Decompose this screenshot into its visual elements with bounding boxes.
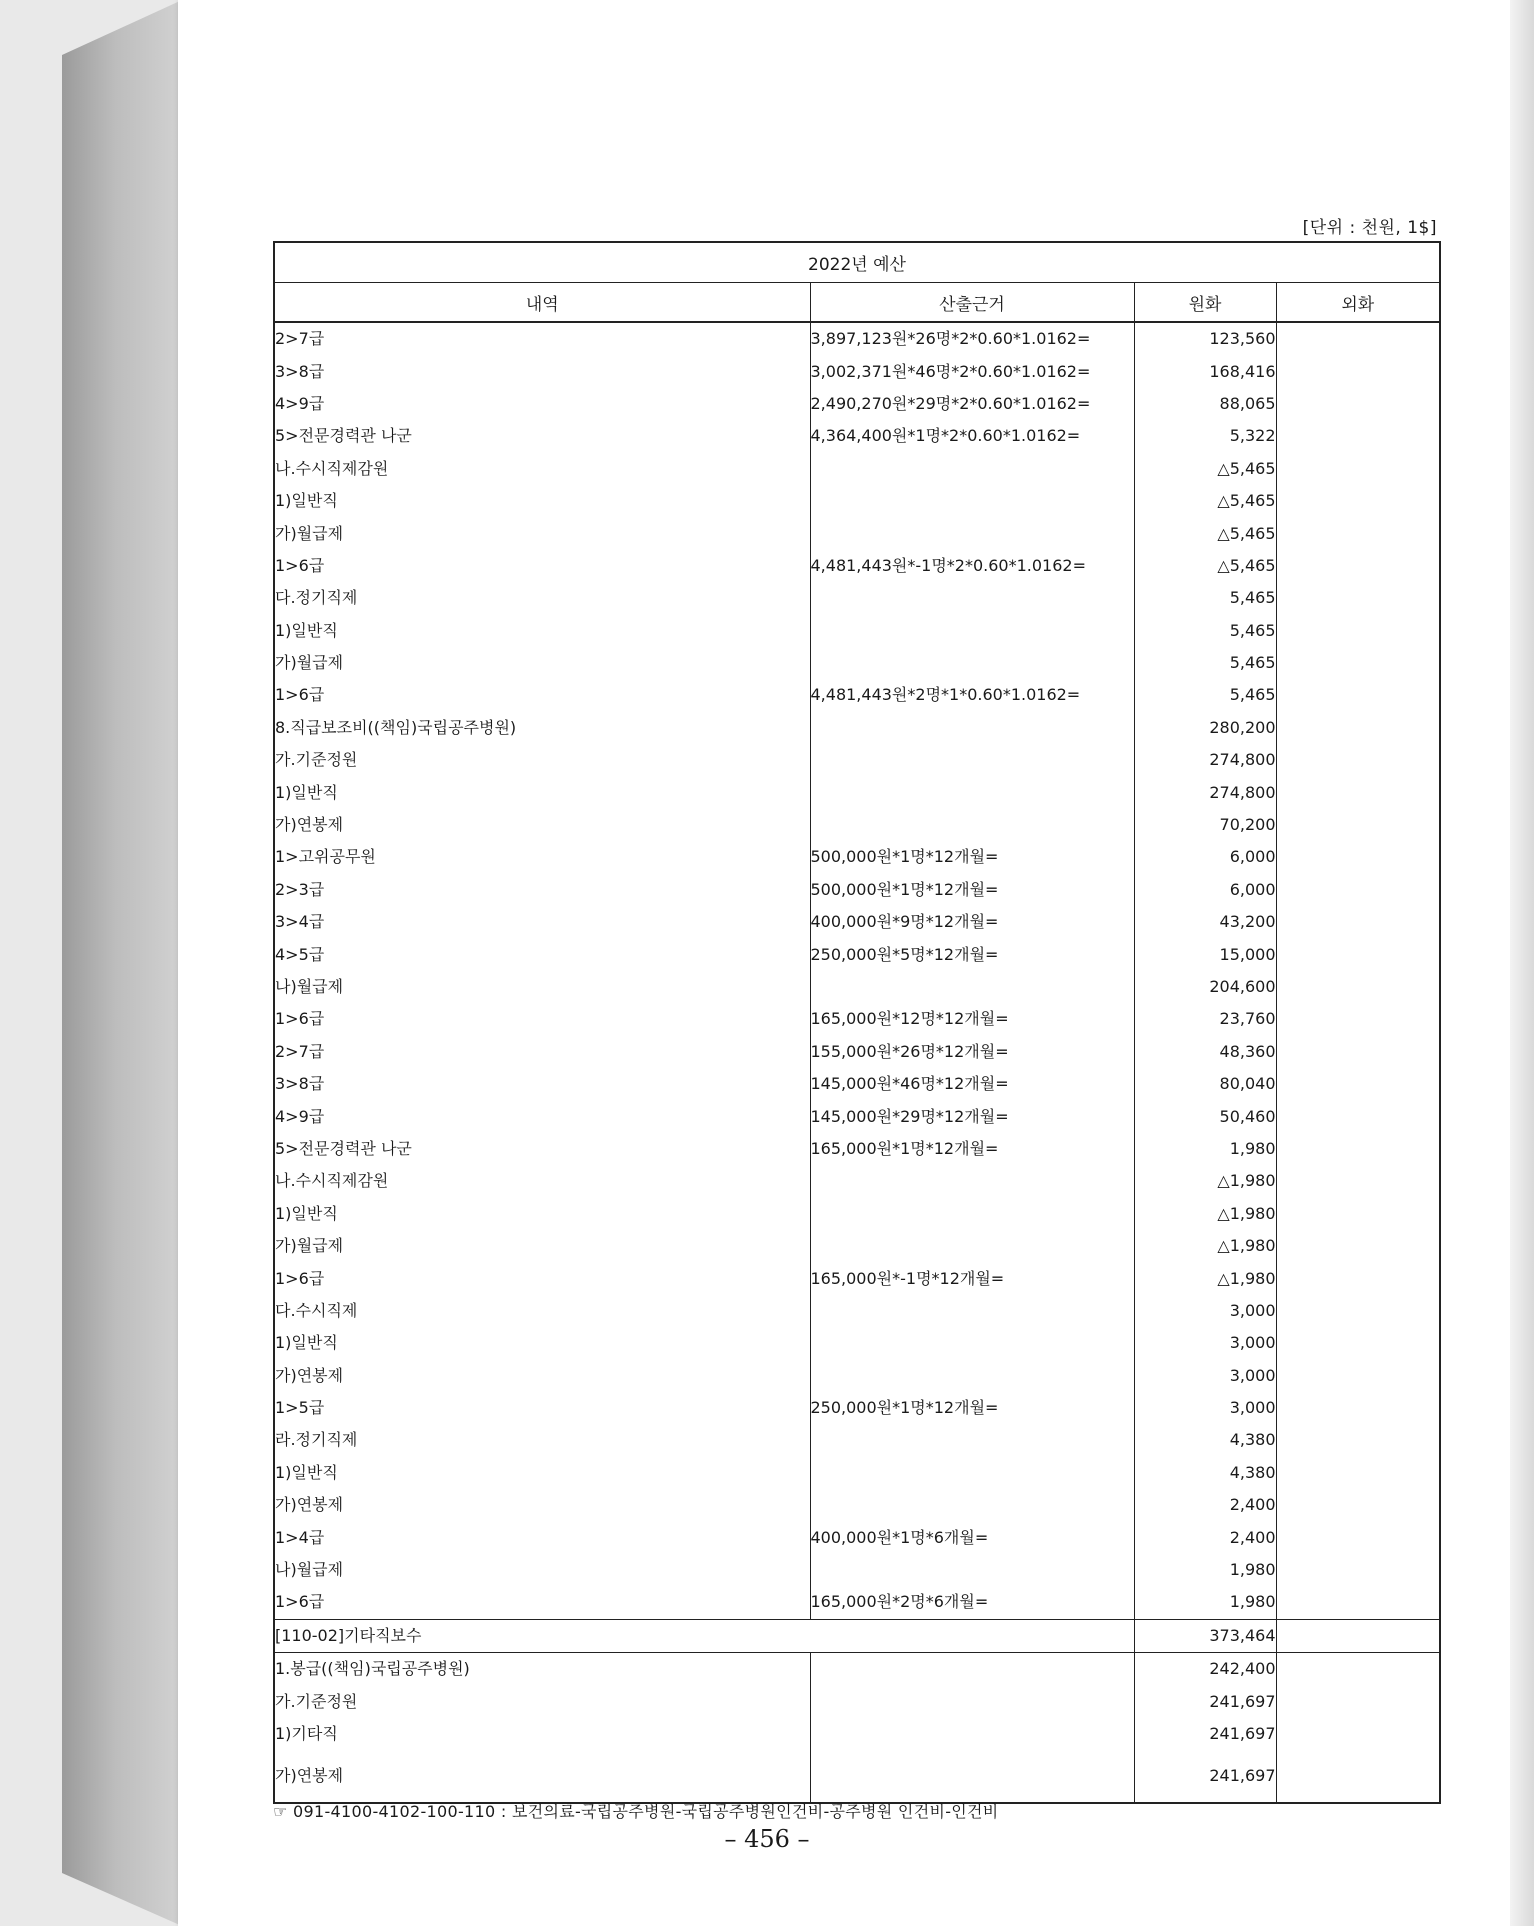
row-foreign <box>1276 420 1440 452</box>
row-desc: 1>6급 <box>274 679 810 711</box>
row-basis <box>810 1165 1134 1197</box>
header-desc: 내역 <box>274 283 810 323</box>
row-desc: 1>5급 <box>274 1392 810 1424</box>
row-basis: 165,000원*2명*6개월= <box>810 1586 1134 1619</box>
table-row <box>274 485 1440 517</box>
row-basis: 145,000원*46명*12개월= <box>810 1068 1134 1100</box>
row-foreign <box>1276 1750 1440 1803</box>
table-body <box>274 322 1440 1803</box>
row-desc: 가)연봉제 <box>274 1360 810 1392</box>
row-foreign <box>1276 322 1440 355</box>
table-row <box>274 1003 1440 1035</box>
row-foreign <box>1276 1327 1440 1359</box>
row-basis <box>810 809 1134 841</box>
row-foreign <box>1276 517 1440 549</box>
table-row <box>274 1586 1440 1619</box>
header-won: 원화 <box>1134 283 1276 323</box>
row-basis <box>810 1718 1134 1750</box>
row-desc: 1)일반직 <box>274 1327 810 1359</box>
section-foreign <box>1276 1619 1440 1652</box>
row-foreign <box>1276 1068 1440 1100</box>
row-desc: 3>4급 <box>274 906 810 938</box>
table-row <box>274 1198 1440 1230</box>
row-desc: 1>4급 <box>274 1521 810 1553</box>
table-row <box>274 1521 1440 1553</box>
section-won: 373,464 <box>1134 1619 1276 1652</box>
row-won: △1,980 <box>1134 1230 1276 1262</box>
row-basis: 2,490,270원*29명*2*0.60*1.0162= <box>810 388 1134 420</box>
row-foreign <box>1276 647 1440 679</box>
page-right-edge <box>1510 0 1534 1926</box>
table-row <box>274 647 1440 679</box>
row-basis <box>810 485 1134 517</box>
row-foreign <box>1276 1685 1440 1717</box>
row-basis: 400,000원*1명*6개월= <box>810 1521 1134 1553</box>
table-row <box>274 679 1440 711</box>
row-foreign <box>1276 744 1440 776</box>
row-basis <box>810 582 1134 614</box>
row-desc: 1>6급 <box>274 1003 810 1035</box>
row-basis <box>810 1230 1134 1262</box>
table-row <box>274 938 1440 970</box>
page-number: – 456 – <box>724 1825 810 1853</box>
row-foreign <box>1276 1036 1440 1068</box>
row-won: 48,360 <box>1134 1036 1276 1068</box>
row-basis: 165,000원*-1명*12개월= <box>810 1262 1134 1294</box>
header-basis: 산출근거 <box>810 283 1134 323</box>
row-desc: 1>고위공무원 <box>274 841 810 873</box>
table-row <box>274 874 1440 906</box>
row-foreign <box>1276 1003 1440 1035</box>
row-foreign <box>1276 906 1440 938</box>
table-row <box>274 1718 1440 1750</box>
row-basis <box>810 453 1134 485</box>
table-row <box>274 355 1440 387</box>
row-basis <box>810 1295 1134 1327</box>
row-foreign <box>1276 1262 1440 1294</box>
row-won: △5,465 <box>1134 453 1276 485</box>
table-row <box>274 615 1440 647</box>
row-won: 3,000 <box>1134 1360 1276 1392</box>
row-basis: 4,481,443원*2명*1*0.60*1.0162= <box>810 679 1134 711</box>
row-won: 3,000 <box>1134 1295 1276 1327</box>
row-desc: 1>6급 <box>274 1586 810 1619</box>
row-basis: 4,364,400원*1명*2*0.60*1.0162= <box>810 420 1134 452</box>
row-desc: 2>3급 <box>274 874 810 906</box>
row-basis <box>810 1457 1134 1489</box>
row-basis <box>810 776 1134 808</box>
row-foreign <box>1276 1165 1440 1197</box>
row-won: 88,065 <box>1134 388 1276 420</box>
row-basis <box>810 971 1134 1003</box>
table-row <box>274 841 1440 873</box>
row-won: 241,697 <box>1134 1718 1276 1750</box>
row-basis <box>810 1750 1134 1803</box>
row-won: 1,980 <box>1134 1586 1276 1619</box>
table-row <box>274 1554 1440 1586</box>
row-desc: 가)월급제 <box>274 517 810 549</box>
footnote: ☞ 091-4100-4102-100-110 : 보건의료-국립공주병원-국립공주병원인건비-공주병원 인건비-인건비 <box>273 1802 999 1821</box>
row-basis: 3,897,123원*26명*2*0.60*1.0162= <box>810 322 1134 355</box>
row-desc: 1)일반직 <box>274 776 810 808</box>
row-desc: 가)연봉제 <box>274 1489 810 1521</box>
row-basis <box>810 1424 1134 1456</box>
table-row <box>274 517 1440 549</box>
table-row <box>274 1133 1440 1165</box>
row-foreign <box>1276 1392 1440 1424</box>
row-won: 204,600 <box>1134 971 1276 1003</box>
row-foreign <box>1276 809 1440 841</box>
row-won: 43,200 <box>1134 906 1276 938</box>
row-foreign <box>1276 1230 1440 1262</box>
row-basis <box>810 1489 1134 1521</box>
row-foreign <box>1276 1295 1440 1327</box>
row-basis: 4,481,443원*-1명*2*0.60*1.0162= <box>810 550 1134 582</box>
row-desc: 1)일반직 <box>274 1198 810 1230</box>
row-desc: 4>9급 <box>274 388 810 420</box>
row-won: 23,760 <box>1134 1003 1276 1035</box>
row-desc: 1)일반직 <box>274 1457 810 1489</box>
row-won: △1,980 <box>1134 1262 1276 1294</box>
table-row <box>274 809 1440 841</box>
row-foreign <box>1276 1198 1440 1230</box>
row-foreign <box>1276 776 1440 808</box>
row-basis: 400,000원*9명*12개월= <box>810 906 1134 938</box>
row-desc: 다.정기직제 <box>274 582 810 614</box>
row-desc: 가.기준정원 <box>274 744 810 776</box>
section-desc: [110-02]기타직보수 <box>274 1619 1134 1652</box>
row-won: 80,040 <box>1134 1068 1276 1100</box>
row-foreign <box>1276 485 1440 517</box>
row-desc: 3>8급 <box>274 355 810 387</box>
row-basis: 3,002,371원*46명*2*0.60*1.0162= <box>810 355 1134 387</box>
row-foreign <box>1276 841 1440 873</box>
row-basis <box>810 1327 1134 1359</box>
row-desc: 가)연봉제 <box>274 1750 810 1803</box>
table-row <box>274 1295 1440 1327</box>
row-won: 6,000 <box>1134 874 1276 906</box>
table-row <box>274 971 1440 1003</box>
row-desc: 나.수시직제감원 <box>274 1165 810 1197</box>
row-won: 1,980 <box>1134 1554 1276 1586</box>
row-foreign <box>1276 1424 1440 1456</box>
row-desc: 1.봉급((책임)국립공주병원) <box>274 1653 810 1686</box>
row-basis: 500,000원*1명*12개월= <box>810 841 1134 873</box>
table-row <box>274 744 1440 776</box>
table-row <box>274 906 1440 938</box>
row-basis: 145,000원*29명*12개월= <box>810 1100 1134 1132</box>
row-desc: 가)월급제 <box>274 647 810 679</box>
row-won: 5,465 <box>1134 679 1276 711</box>
row-won: 274,800 <box>1134 776 1276 808</box>
table-row <box>274 1165 1440 1197</box>
header-foreign: 외화 <box>1276 283 1440 323</box>
row-foreign <box>1276 679 1440 711</box>
row-desc: 라.정기직제 <box>274 1424 810 1456</box>
table-row <box>274 712 1440 744</box>
row-won: 5,465 <box>1134 647 1276 679</box>
table-row <box>274 1360 1440 1392</box>
table-row <box>274 1457 1440 1489</box>
row-foreign <box>1276 1554 1440 1586</box>
table-row <box>274 388 1440 420</box>
row-basis <box>810 1360 1134 1392</box>
row-basis <box>810 615 1134 647</box>
row-won: 3,000 <box>1134 1392 1276 1424</box>
row-won: △5,465 <box>1134 485 1276 517</box>
table-row <box>274 1653 1440 1686</box>
table-row <box>274 1262 1440 1294</box>
row-foreign <box>1276 550 1440 582</box>
row-won: △5,465 <box>1134 517 1276 549</box>
row-won: 274,800 <box>1134 744 1276 776</box>
row-desc: 나.수시직제감원 <box>274 453 810 485</box>
row-desc: 2>7급 <box>274 1036 810 1068</box>
row-foreign <box>1276 355 1440 387</box>
row-desc: 5>전문경력관 나군 <box>274 1133 810 1165</box>
row-basis: 500,000원*1명*12개월= <box>810 874 1134 906</box>
row-foreign <box>1276 1360 1440 1392</box>
table-row <box>274 453 1440 485</box>
row-foreign <box>1276 1133 1440 1165</box>
row-won: 5,465 <box>1134 615 1276 647</box>
budget-table <box>273 241 1441 1804</box>
row-won: △1,980 <box>1134 1198 1276 1230</box>
row-won: 242,400 <box>1134 1653 1276 1686</box>
row-foreign <box>1276 1457 1440 1489</box>
row-won: 4,380 <box>1134 1424 1276 1456</box>
row-won: 5,465 <box>1134 582 1276 614</box>
unit-label: [단위 : 천원, 1$] <box>1302 218 1437 238</box>
table-row <box>274 582 1440 614</box>
row-won: 2,400 <box>1134 1521 1276 1553</box>
row-foreign <box>1276 1489 1440 1521</box>
row-basis <box>810 744 1134 776</box>
row-won: 50,460 <box>1134 1100 1276 1132</box>
row-desc: 나)월급제 <box>274 971 810 1003</box>
table-row <box>274 322 1440 355</box>
row-desc: 나)월급제 <box>274 1554 810 1586</box>
row-desc: 4>5급 <box>274 938 810 970</box>
row-foreign <box>1276 874 1440 906</box>
row-desc: 1)기타직 <box>274 1718 810 1750</box>
row-foreign <box>1276 582 1440 614</box>
row-won: 70,200 <box>1134 809 1276 841</box>
table-row <box>274 550 1440 582</box>
row-desc: 3>8급 <box>274 1068 810 1100</box>
table-row <box>274 1685 1440 1717</box>
book-spine <box>62 0 182 1926</box>
row-desc: 다.수시직제 <box>274 1295 810 1327</box>
row-won: 2,400 <box>1134 1489 1276 1521</box>
table-row <box>274 1327 1440 1359</box>
row-foreign <box>1276 712 1440 744</box>
section-row <box>274 1619 1440 1652</box>
row-won: 241,697 <box>1134 1750 1276 1803</box>
row-desc: 1>6급 <box>274 550 810 582</box>
row-won: 241,697 <box>1134 1685 1276 1717</box>
table-row <box>274 1489 1440 1521</box>
table-row <box>274 1036 1440 1068</box>
table-row <box>274 1750 1440 1803</box>
row-basis: 165,000원*12명*12개월= <box>810 1003 1134 1035</box>
row-won: 6,000 <box>1134 841 1276 873</box>
row-desc: 가.기준정원 <box>274 1685 810 1717</box>
row-foreign <box>1276 1718 1440 1750</box>
row-won: △1,980 <box>1134 1165 1276 1197</box>
row-foreign <box>1276 938 1440 970</box>
row-foreign <box>1276 1653 1440 1686</box>
row-foreign <box>1276 1100 1440 1132</box>
row-desc: 8.직급보조비((책임)국립공주병원) <box>274 712 810 744</box>
table-row <box>274 1392 1440 1424</box>
row-desc: 1)일반직 <box>274 615 810 647</box>
row-desc: 가)연봉제 <box>274 809 810 841</box>
table-row <box>274 1230 1440 1262</box>
row-won: 3,000 <box>1134 1327 1276 1359</box>
row-basis: 165,000원*1명*12개월= <box>810 1133 1134 1165</box>
table-row <box>274 420 1440 452</box>
row-desc: 2>7급 <box>274 322 810 355</box>
row-basis <box>810 712 1134 744</box>
row-won: 5,322 <box>1134 420 1276 452</box>
row-basis <box>810 1653 1134 1686</box>
row-won: 15,000 <box>1134 938 1276 970</box>
row-desc: 5>전문경력관 나군 <box>274 420 810 452</box>
row-basis <box>810 647 1134 679</box>
row-won: 4,380 <box>1134 1457 1276 1489</box>
table-title: 2022년 예산 <box>274 242 1440 283</box>
row-basis: 155,000원*26명*12개월= <box>810 1036 1134 1068</box>
row-foreign <box>1276 615 1440 647</box>
row-basis <box>810 1554 1134 1586</box>
row-basis <box>810 1685 1134 1717</box>
row-foreign <box>1276 453 1440 485</box>
row-foreign <box>1276 1586 1440 1619</box>
row-foreign <box>1276 1521 1440 1553</box>
row-basis <box>810 1198 1134 1230</box>
row-basis <box>810 517 1134 549</box>
row-desc: 1>6급 <box>274 1262 810 1294</box>
table-row <box>274 1100 1440 1132</box>
row-won: 168,416 <box>1134 355 1276 387</box>
table-row <box>274 776 1440 808</box>
table-row <box>274 1424 1440 1456</box>
row-won: 1,980 <box>1134 1133 1276 1165</box>
row-basis: 250,000원*5명*12개월= <box>810 938 1134 970</box>
row-basis: 250,000원*1명*12개월= <box>810 1392 1134 1424</box>
row-desc: 가)월급제 <box>274 1230 810 1262</box>
row-foreign <box>1276 971 1440 1003</box>
row-won: △5,465 <box>1134 550 1276 582</box>
row-won: 280,200 <box>1134 712 1276 744</box>
row-desc: 1)일반직 <box>274 485 810 517</box>
row-foreign <box>1276 388 1440 420</box>
table-row <box>274 1068 1440 1100</box>
row-won: 123,560 <box>1134 322 1276 355</box>
row-desc: 4>9급 <box>274 1100 810 1132</box>
